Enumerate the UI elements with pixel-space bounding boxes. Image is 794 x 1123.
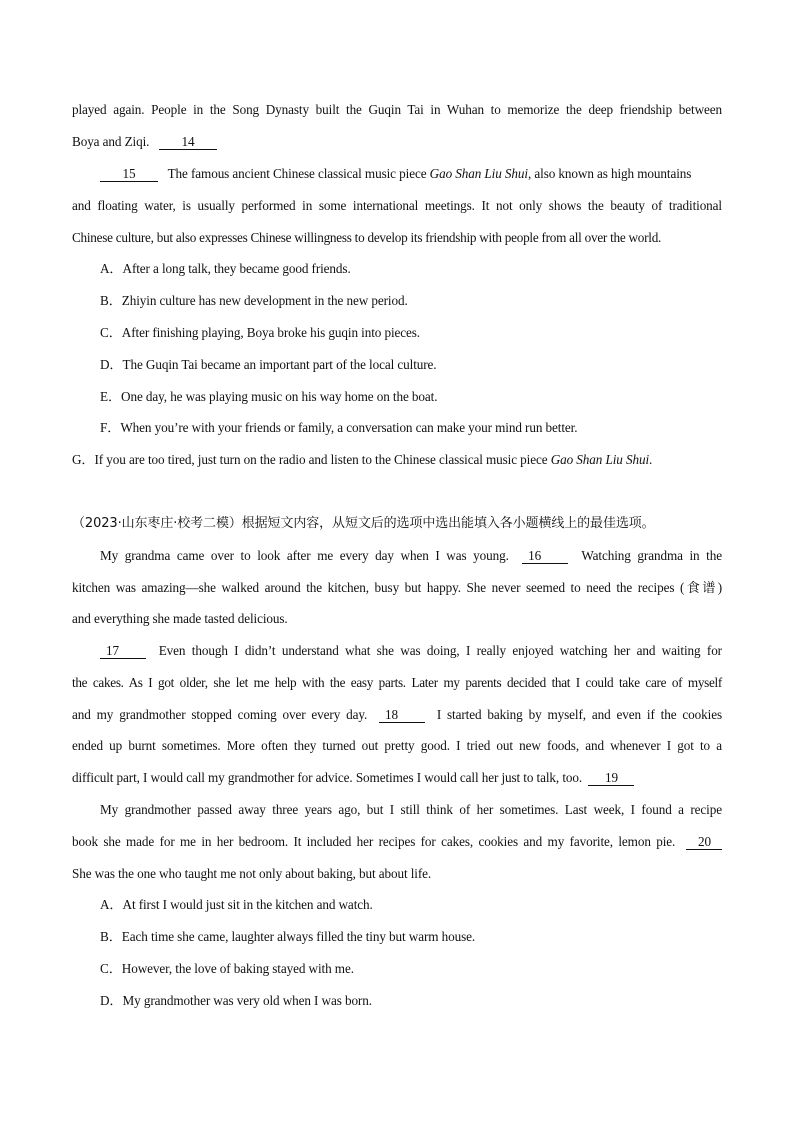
option-text: Each time she came, laughter always filled the tiny but warm house. [121, 929, 476, 944]
option-a[interactable] [100, 260, 722, 278]
text: the cakes. As I got older, she let me help with the easy parts. Later my parents decided that I could take care of myself [72, 675, 722, 690]
passage2-line-8 [72, 769, 722, 787]
passage1-line-3 [100, 165, 722, 183]
option-letter: D． [100, 993, 123, 1008]
blank-15[interactable]: 15 [100, 166, 158, 182]
option-letter: E． [100, 389, 122, 404]
option2-a[interactable] [100, 896, 722, 914]
option-letter: C． [100, 961, 122, 976]
text: and floating water, is usually performed in some international meetings. It not only shows the beauty of traditional [72, 198, 722, 213]
text: kitchen was amazing—she walked around the kitchen, busy but happy. She never seemed to need the recipes (食谱) [72, 580, 722, 595]
text: and everything she made tasted delicious. [72, 611, 288, 626]
text: My grandmother passed away three years ago, but I still think of her sometimes. Last week, I found a recipe [100, 802, 722, 817]
option-text: After finishing playing, Boya broke his guqin into pieces. [121, 325, 420, 340]
option-text: At first I would just sit in the kitchen and watch. [122, 897, 373, 912]
text: She was the one who taught me not only about baking, but about life. [72, 866, 432, 881]
option-b[interactable] [100, 292, 722, 310]
blank-17[interactable]: 17 [100, 643, 146, 659]
option-g[interactable] [72, 451, 722, 469]
option-text: The Guqin Tai became an important part of the local culture. [122, 357, 437, 372]
option-letter: B． [100, 293, 122, 308]
text: ended up burnt sometimes. More often they turned out pretty good. I tried out new foods, and whenever I got to a [72, 738, 722, 753]
header-text: （2023·山东枣庄·校考二模）根据短文内容，从短文后的选项中选出能填入各小题横线上的最佳选项。 [72, 516, 655, 531]
text: My grandma came over to look after me every day when I was young. [100, 548, 509, 563]
text: and my grandmother stopped coming over every day. [72, 707, 368, 722]
blank-16[interactable]: 16 [522, 548, 568, 564]
text: . [649, 452, 653, 467]
text: played again. People in the Song Dynasty built the Guqin Tai in Wuhan to memorize the deep friendship between [72, 102, 722, 117]
option-d[interactable] [100, 356, 722, 374]
option-text: However, the love of baking stayed with me. [121, 961, 354, 976]
option-letter: A． [100, 897, 123, 912]
passage2-line-10 [72, 833, 722, 851]
option-letter: G． [72, 452, 95, 467]
option2-c[interactable] [100, 960, 722, 978]
section-header [72, 515, 722, 533]
passage2-line-5 [72, 674, 722, 692]
option-text: My grandmother was very old when I was born. [122, 993, 372, 1008]
option-letter: F． [100, 420, 121, 435]
text: I started baking by myself, and even if the cookies [436, 707, 722, 722]
option-letter: A． [100, 261, 123, 276]
text: , also known as high mountains [527, 166, 692, 181]
passage1-line-2 [72, 133, 722, 151]
passage1-line-4 [72, 197, 722, 215]
passage1-line-1 [72, 101, 722, 119]
text: Even though I didn’t understand what she was doing, I really enjoyed watching her and waiting for [158, 643, 722, 658]
passage2-line-4 [100, 642, 722, 660]
option-text: If you are too tired, just turn on the radio and listen to the Chinese classical music piece [94, 452, 551, 467]
passage2-line-9 [100, 801, 722, 819]
blank-14[interactable]: 14 [159, 134, 217, 150]
text: Chinese culture, but also expresses Chinese willingness to develop its friendship with people from all over the world. [72, 230, 662, 245]
passage2-line-11 [72, 865, 722, 883]
text: Boya and Ziqi. [72, 134, 150, 149]
option-c[interactable] [100, 324, 722, 342]
blank-20[interactable]: 20 [686, 834, 722, 850]
option-e[interactable] [100, 388, 722, 406]
option2-b[interactable] [100, 928, 722, 946]
option-text: When you’re with your friends or family, a conversation can make your mind run better. [120, 420, 578, 435]
passage1-line-5 [72, 229, 722, 247]
option-letter: B． [100, 929, 122, 944]
passage2-line-1 [100, 547, 722, 565]
option-letter: C． [100, 325, 122, 340]
passage2-line-6 [72, 706, 722, 724]
blank-19[interactable]: 19 [588, 770, 634, 786]
option-text: After a long talk, they became good friends. [122, 261, 351, 276]
blank-18[interactable]: 18 [379, 707, 425, 723]
text: The famous ancient Chinese classical music piece [167, 166, 430, 181]
passage2-line-3 [72, 610, 722, 628]
passage2-line-2 [72, 579, 722, 597]
text: difficult part, I would call my grandmother for advice. Sometimes I would call her just to talk, too. [72, 770, 583, 785]
option-f[interactable] [100, 419, 722, 437]
music-piece-title: Gao Shan Liu Shui [429, 166, 528, 181]
text: book she made for me in her bedroom. It included her recipes for cakes, cookies and my favorite, lemon pie. [72, 834, 676, 849]
option-letter: D． [100, 357, 123, 372]
option-text: One day, he was playing music on his way home on the boat. [121, 389, 438, 404]
option-text: Zhiyin culture has new development in the new period. [121, 293, 408, 308]
option2-d[interactable] [100, 992, 722, 1010]
text: Watching grandma in the [581, 548, 722, 563]
music-piece-title: Gao Shan Liu Shui [550, 452, 650, 467]
passage2-line-7 [72, 737, 722, 755]
